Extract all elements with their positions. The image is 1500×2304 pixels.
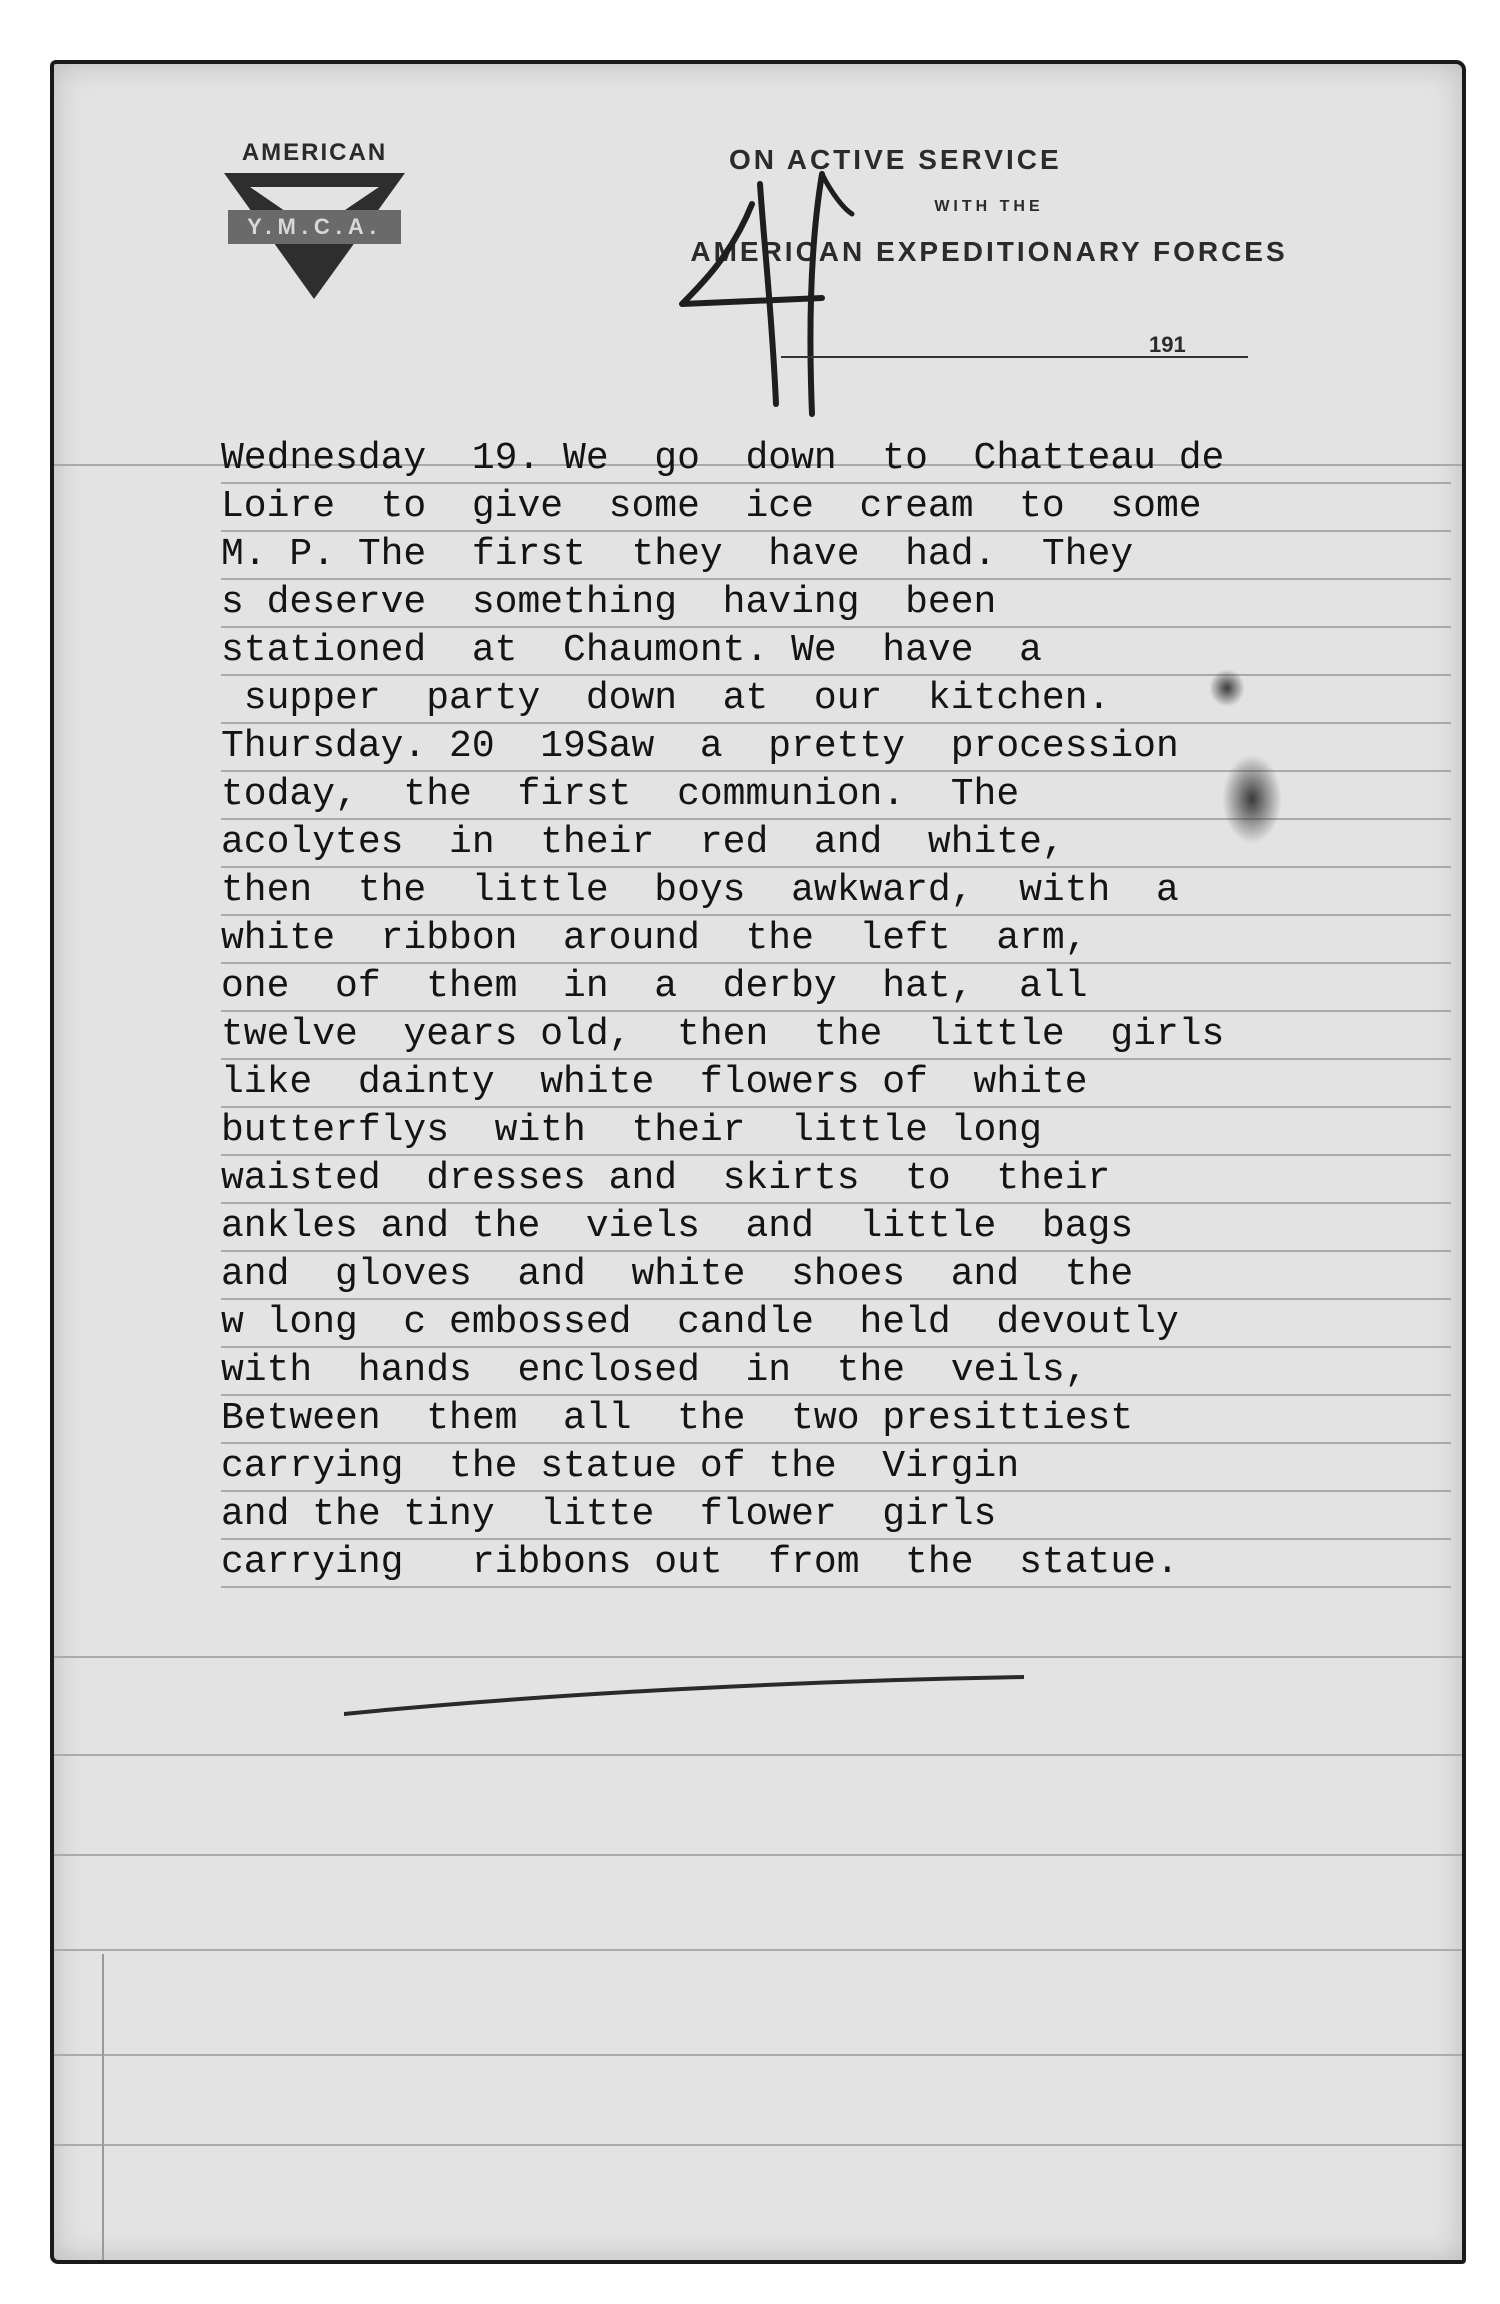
margin-line bbox=[102, 1954, 104, 2260]
text-line: acolytes in their red and white, bbox=[221, 820, 1451, 868]
text-line: stationed at Chaumont. We have a bbox=[221, 628, 1451, 676]
text-line: white ribbon around the left arm, bbox=[221, 916, 1451, 964]
service-line-1: ON ACTIVE SERVICE bbox=[729, 144, 1062, 175]
text-line: carrying ribbons out from the statue. bbox=[221, 1540, 1451, 1588]
ruled-line bbox=[54, 2144, 1462, 2146]
ruled-line bbox=[54, 1656, 1462, 1658]
ruled-line bbox=[54, 1949, 1462, 1951]
diary-entry-text bbox=[221, 436, 1451, 1588]
text-line: and gloves and white shoes and the bbox=[221, 1252, 1451, 1300]
ruled-line bbox=[54, 1854, 1462, 1856]
text-line: Loire to give some ice cream to some bbox=[221, 484, 1451, 532]
service-line-3: AMERICAN EXPEDITIONARY FORCES bbox=[690, 236, 1288, 267]
text-line: Wednesday 19. We go down to Chatteau de bbox=[221, 436, 1451, 484]
date-suffix: 191 bbox=[1149, 332, 1186, 357]
text-line: and the tiny litte flower girls bbox=[221, 1492, 1451, 1540]
text-line: ankles and the viels and little bags bbox=[221, 1204, 1451, 1252]
pen-stroke-line bbox=[344, 1669, 1024, 1729]
text-line: waisted dresses and skirts to their bbox=[221, 1156, 1451, 1204]
ruled-line bbox=[54, 1754, 1462, 1756]
text-line: today, the first communion. The bbox=[221, 772, 1451, 820]
text-line: s deserve something having been bbox=[221, 580, 1451, 628]
text-line: Between them all the two presittiest bbox=[221, 1396, 1451, 1444]
ink-smudge bbox=[1209, 669, 1245, 707]
text-line: like dainty white flowers of white bbox=[221, 1060, 1451, 1108]
text-line: M. P. The first they have had. They bbox=[221, 532, 1451, 580]
ink-smudge bbox=[1222, 754, 1282, 844]
text-line: butterflys with their little long bbox=[221, 1108, 1451, 1156]
logo-word-american: AMERICAN bbox=[241, 139, 388, 166]
ymca-logo bbox=[222, 139, 407, 309]
service-line-2: WITH THE bbox=[934, 198, 1044, 215]
text-line: with hands enclosed in the veils, bbox=[221, 1348, 1451, 1396]
letter-sheet bbox=[50, 60, 1466, 2264]
text-line: twelve years old, then the little girls bbox=[221, 1012, 1451, 1060]
handwritten-number-41-icon bbox=[672, 164, 862, 424]
text-line: then the little boys awkward, with a bbox=[221, 868, 1451, 916]
text-line: carrying the statue of the Virgin bbox=[221, 1444, 1451, 1492]
text-line: w long c embossed candle held devoutly bbox=[221, 1300, 1451, 1348]
text-line: Thursday. 20 19Saw a pretty procession bbox=[221, 724, 1451, 772]
text-line: supper party down at our kitchen. bbox=[221, 676, 1451, 724]
logo-band-ymca: Y.M.C.A. bbox=[228, 210, 401, 244]
text-line: one of them in a derby hat, all bbox=[221, 964, 1451, 1012]
ruled-line bbox=[54, 2054, 1462, 2056]
